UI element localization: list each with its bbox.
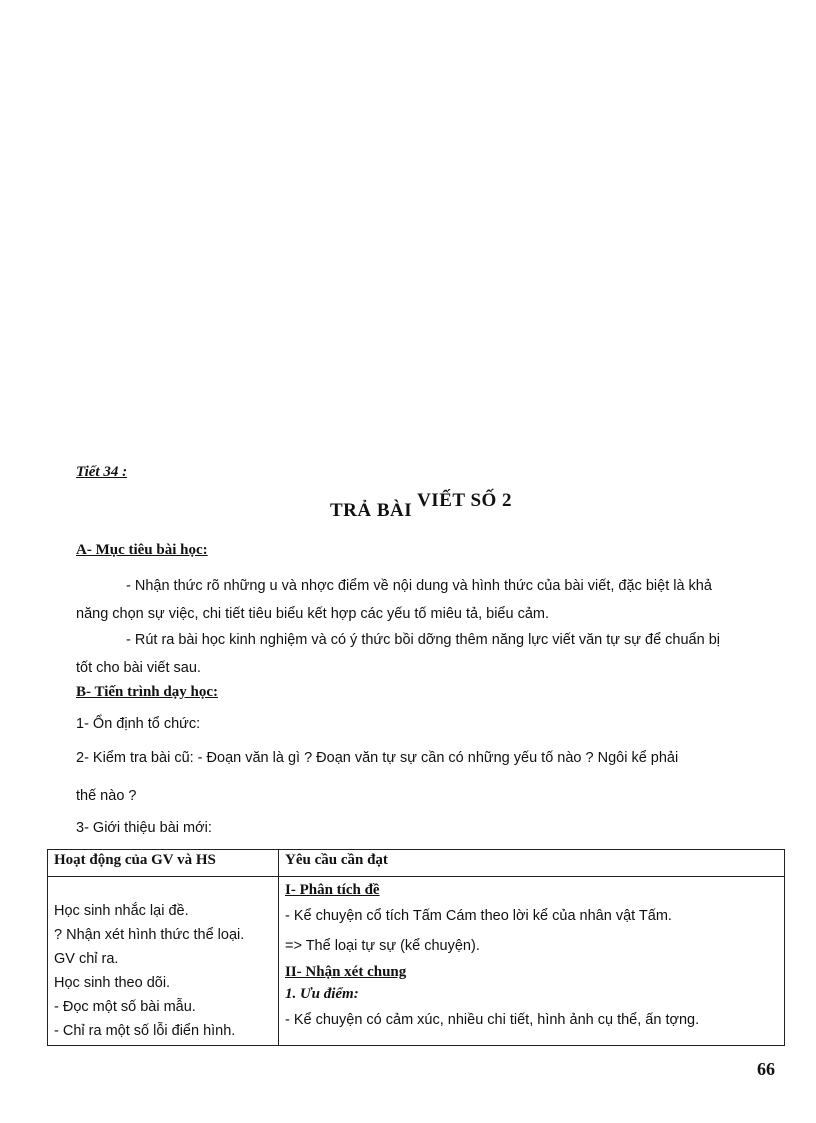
page-number: 66: [757, 1059, 775, 1079]
lesson-table: [47, 849, 785, 1046]
list-item: - Đọc một số bài mẫu.: [54, 999, 196, 1015]
teacher-student-activities: [48, 877, 279, 1046]
table-row: [48, 877, 785, 1046]
objective-2-line-2: tốt cho bài viết sau.: [76, 660, 201, 676]
general-review-heading: II- Nhận xét chung: [285, 964, 407, 980]
list-item: Học sinh theo dõi.: [54, 975, 171, 991]
step-2-line-1: 2- Kiểm tra bài cũ: - Đoạn văn là gì ? Đoạn văn tự sự cần có những yếu tố nào ? Ngôi kể phải: [76, 750, 679, 766]
analysis-line-2: => Thể loại tự sự (kể chuyện).: [285, 938, 480, 954]
step-2-line-2: thế nào ?: [76, 788, 137, 804]
section-a-heading: A- Mục tiêu bài học:: [76, 542, 208, 558]
col1-header: Hoạt động của GV và HS: [48, 850, 279, 877]
strengths-line-1: - Kể chuyện có cảm xúc, nhiều chi tiết, hình ảnh cụ thể, ấn tợng.: [285, 1012, 700, 1028]
table-header-row: [48, 850, 785, 877]
objective-2-line-1: - Rút ra bài học kinh nghiệm và có ý thức bồi dỡng thêm năng lực viết văn tự sự để chuẩn bị: [126, 632, 721, 648]
list-item: ? Nhận xét hình thức thể loại.: [54, 927, 245, 943]
col2-header: Yêu cầu cần đạt: [279, 850, 785, 877]
page-title: [330, 490, 513, 522]
list-item: GV chỉ ra.: [54, 951, 119, 967]
analysis-heading: I- Phân tích đề: [285, 882, 380, 898]
step-3: 3- Giới thiệu bài mới:: [76, 820, 212, 836]
objective-1-line-2: năng chọn sự việc, chi tiết tiêu biểu kết hợp các yếu tố miêu tả, biểu cảm.: [76, 606, 549, 622]
title-part-2: VIẾT SỐ 2: [417, 490, 513, 511]
section-b-heading: B- Tiến trình dạy học:: [76, 684, 218, 700]
strengths-subheading: 1. Ưu điểm:: [285, 986, 359, 1002]
list-item: Học sinh nhắc lại đề.: [54, 903, 189, 919]
objective-1-line-1: - Nhận thức rõ những u và nhợc điểm về nội dung và hình thức của bài viết, đặc biệt là khả: [126, 578, 712, 594]
step-1: 1- Ổn định tổ chức:: [76, 716, 201, 732]
lesson-label: Tiết 34 :: [76, 464, 128, 480]
list-item: - Chỉ ra một số lỗi điển hình.: [54, 1023, 236, 1039]
analysis-line-1: - Kể chuyện cổ tích Tấm Cám theo lời kể của nhân vật Tấm.: [285, 908, 672, 924]
requirements: [279, 877, 785, 1046]
title-part-1: TRẢ BÀI: [330, 500, 413, 521]
